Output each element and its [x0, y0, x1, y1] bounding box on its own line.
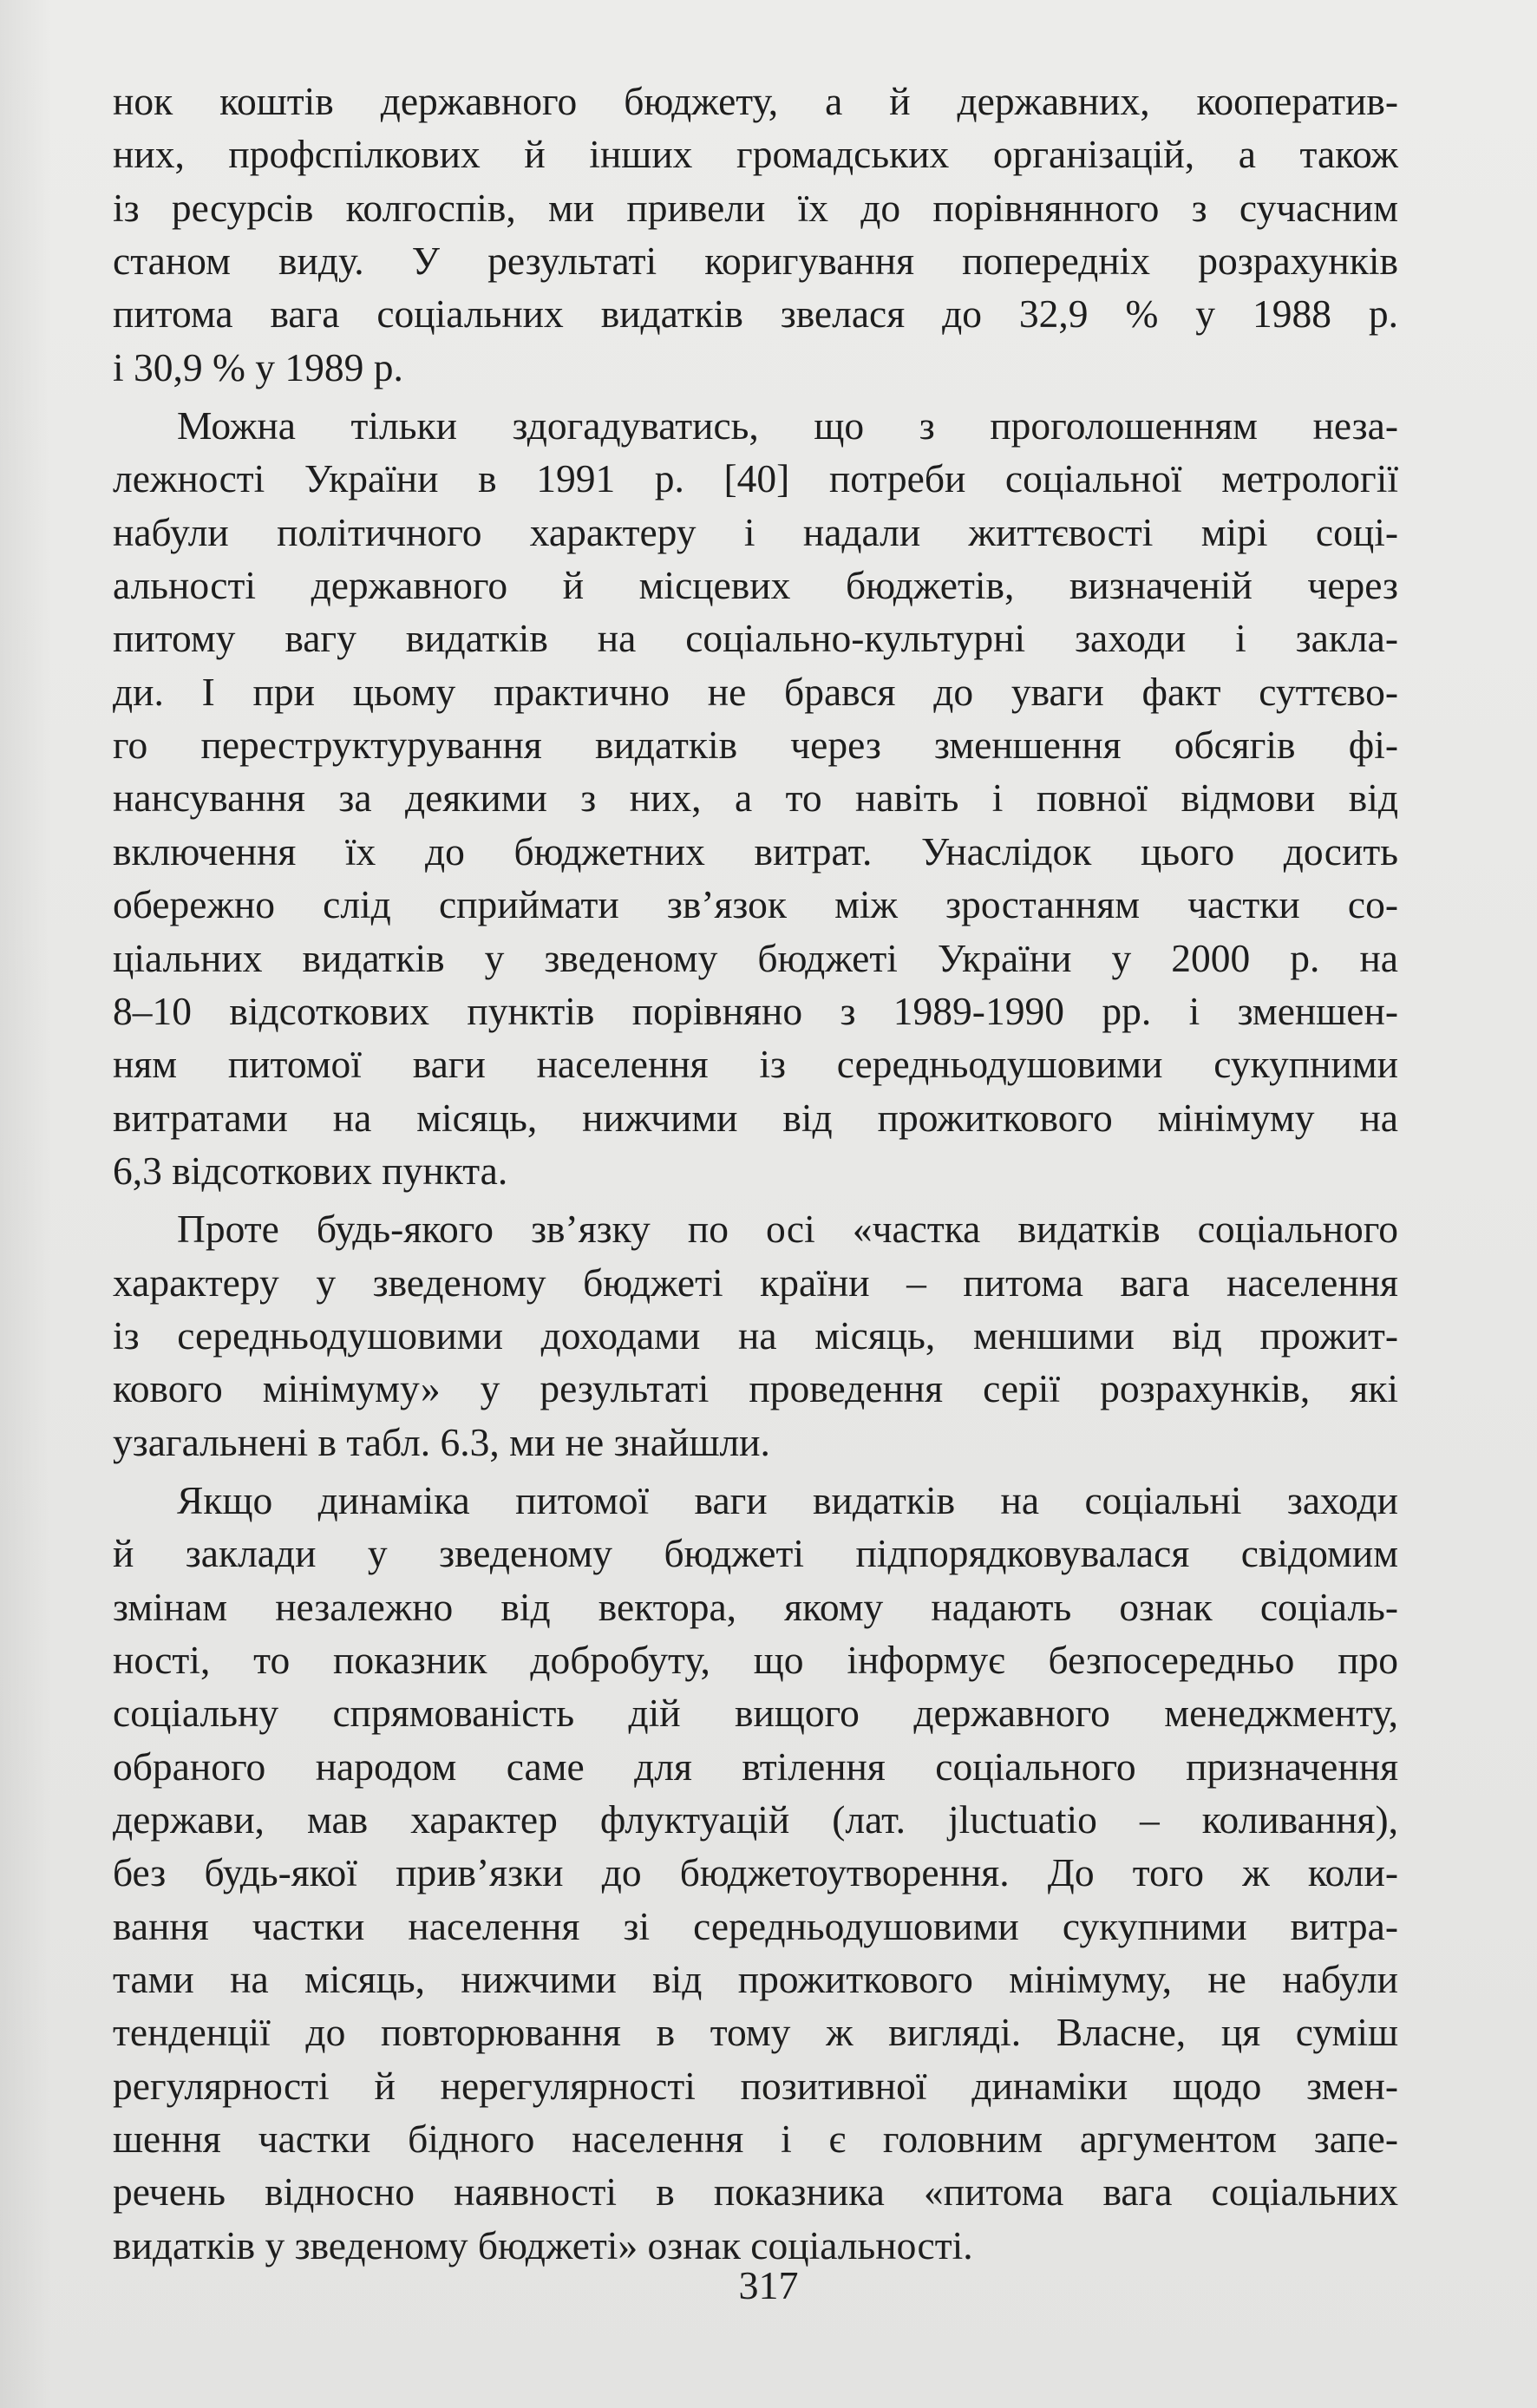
- text-line: них, профспілкових й інших громадських організацій, а також: [113, 132, 1398, 177]
- text-line: тенденції до повторювання в тому ж вигляді. Власне, ця суміш: [113, 2010, 1398, 2055]
- text-line: 6,3 відсоткових пункта.: [113, 1148, 508, 1193]
- text-line: й заклади у зведеному бюджеті підпорядковувалася свідомим: [113, 1531, 1398, 1576]
- text-line: питома вага соціальних видатків звелася до 32,9 % у 1988 р.: [113, 291, 1398, 337]
- text-line: із середньодушовими доходами на місяць, меншими від прожит-: [113, 1312, 1398, 1358]
- text-line: ності, то показник добробуту, що інформує безпосередньо про: [113, 1637, 1398, 1682]
- text-line: змінам незалежно від вектора, якому надають ознак соціаль-: [113, 1584, 1398, 1629]
- text-line: го переструктурування видатків через зменшення обсягів фі-: [113, 723, 1398, 768]
- text-line: Якщо динаміка питомої ваги видатків на соціальні заходи: [177, 1477, 1398, 1522]
- text-line: тами на місяць, нижчими від прожиткового мінімуму, не набули: [113, 1957, 1398, 2002]
- text-line: нансування за деякими з них, а то навіть і повної відмови від: [113, 775, 1398, 821]
- spine-shadow: [0, 0, 52, 2408]
- paragraph-1: [113, 75, 1398, 394]
- text-line: Проте будь-якого зв’язку по осі «частка видатків соціального: [177, 1207, 1398, 1252]
- text-line: узагальнені в табл. 6.3, ми не знайшли.: [113, 1419, 770, 1464]
- text-line: обережно слід сприймати зв’язок між зростанням частки со-: [113, 882, 1398, 927]
- paragraph-3: [113, 1202, 1398, 1469]
- text-line: без будь-якої прив’язки до бюджетоутворення. До того ж коли-: [113, 1850, 1398, 1895]
- text-line: шення частки бідного населення і є головним аргументом запе-: [113, 2117, 1398, 2162]
- text-line: речень відносно наявності в показника «питома вага соціальних: [113, 2169, 1398, 2215]
- text-line: ди. І при цьому практично не брався до уваги факт суттєво-: [113, 669, 1398, 714]
- text-line: держави, мав характер флуктуацій (лат. jluctuatio – коливання),: [113, 1797, 1398, 1842]
- text-line: Можна тільки здогадуватись, що з проголошенням неза-: [177, 403, 1398, 448]
- text-line: включення їх до бюджетних витрат. Унаслідок цього досить: [113, 828, 1398, 874]
- text-line: із ресурсів колгоспів, ми привели їх до порівнянного з сучасним: [113, 185, 1398, 230]
- text-line: лежності України в 1991 р. [40] потреби соціальної метрології: [113, 456, 1398, 501]
- text-line: альності державного й місцевих бюджетів, визначеній через: [113, 563, 1398, 608]
- text-line: і 30,9 % у 1989 р.: [113, 344, 403, 389]
- text-line: набули політичного характеру і надали життєвості мірі соці-: [113, 509, 1398, 554]
- text-line: кового мінімуму» у результаті проведення серії розрахунків, які: [113, 1366, 1398, 1411]
- text-line: ням питомої ваги населення із середньодушовими сукупними: [113, 1042, 1398, 1087]
- text-line: вання частки населення зі середньодушовими сукупними витра-: [113, 1903, 1398, 1948]
- text-line: 8–10 відсоткових пунктів порівняно з 1989-1990 рр. і зменшен-: [113, 988, 1398, 1033]
- text-line: витратами на місяць, нижчими від прожиткового мінімуму на: [113, 1095, 1398, 1140]
- text-line: питому вагу видатків на соціально-культурні заходи і закла-: [113, 616, 1398, 661]
- paragraph-4: [113, 1474, 1398, 2272]
- text-line: характеру у зведеному бюджеті країни – питома вага населення: [113, 1260, 1398, 1305]
- text-line: ціальних видатків у зведеному бюджеті України у 2000 р. на: [113, 935, 1398, 980]
- text-line: станом виду. У результаті коригування попередніх розрахунків: [113, 239, 1398, 284]
- text-line: видатків у зведеному бюджеті» ознак соціальності.: [113, 2222, 973, 2267]
- paragraph-2: [113, 399, 1398, 1197]
- body-text: [113, 75, 1398, 2277]
- page-number: 317: [738, 2263, 799, 2307]
- text-line: обраного народом саме для втілення соціального призначення: [113, 1744, 1398, 1789]
- text-line: регулярності й нерегулярності позитивної динаміки щодо змен-: [113, 2063, 1398, 2108]
- text-line: соціальну спрямованість дій вищого державного менеджменту,: [113, 1691, 1398, 1736]
- text-line: нок коштів державного бюджету, а й державних, кооператив-: [113, 79, 1398, 123]
